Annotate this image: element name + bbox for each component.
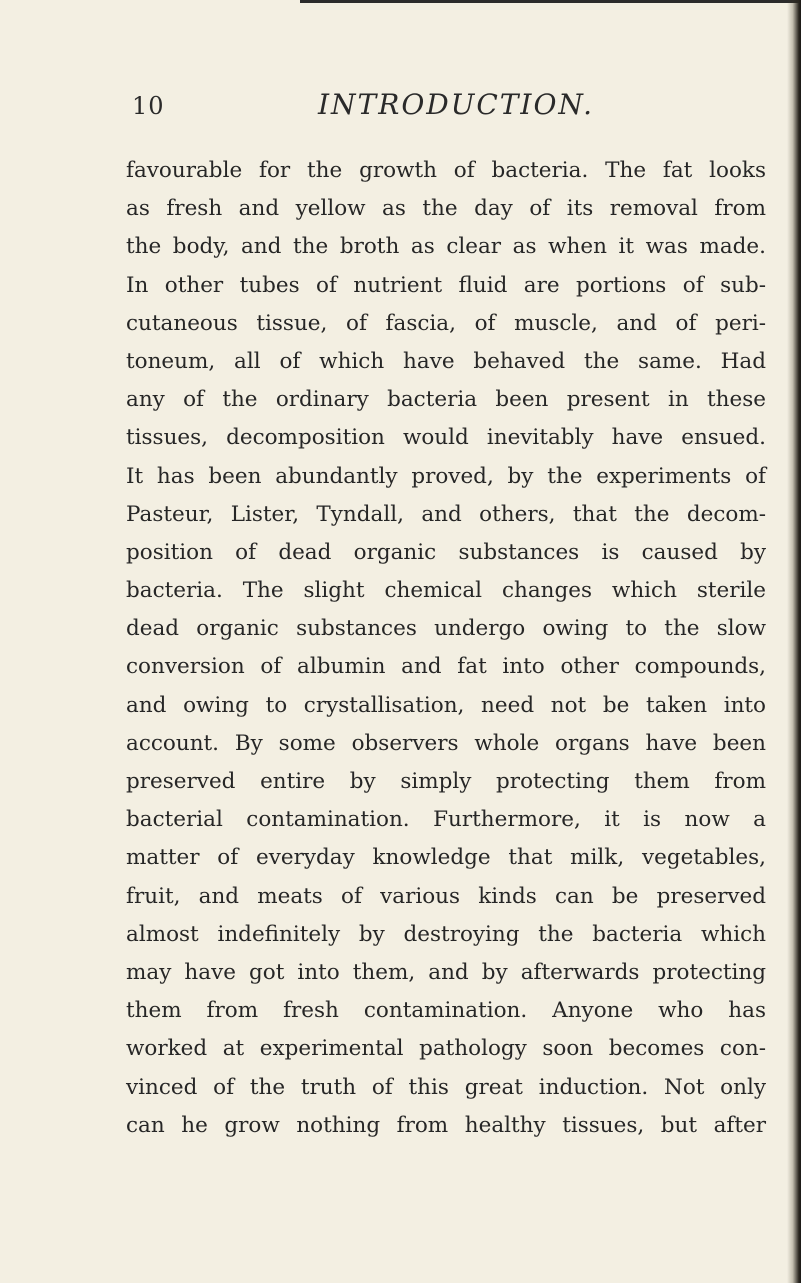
text-line: cutaneous tissue, of fascia, of muscle, and of peri- — [126, 310, 766, 336]
page-header — [0, 88, 801, 132]
text-line: preserved entire by simply protecting them from — [126, 769, 766, 794]
text-line: position of dead organic substances is caused by — [126, 539, 766, 565]
text-line: conversion of albumin and fat into other compounds, — [126, 654, 766, 680]
text-line: tissues, decomposition would inevitably have ensued. — [126, 425, 766, 451]
running-head: INTRODUCTION. — [318, 88, 595, 121]
text-line: In other tubes of nutrient fluid are portions of sub- — [126, 272, 766, 298]
text-line: may have got into them, and by afterwards protecting — [126, 959, 766, 985]
text-line: fruit, and meats of various kinds can be preserved — [126, 883, 766, 909]
text-line: account. By some observers whole organs have been — [126, 730, 766, 756]
text-line: dead organic substances undergo owing to the slow — [126, 616, 766, 642]
text-line: toneum, all of which have behaved the same. Had — [126, 348, 766, 374]
text-line: vinced of the truth of this great induction. Not only — [126, 1074, 766, 1100]
text-line: bacterial contamination. Furthermore, it is now a — [126, 807, 766, 833]
text-line: Pasteur, Lister, Tyndall, and others, that the decom- — [126, 501, 766, 527]
text-line: and owing to crystallisation, need not be taken into — [126, 692, 766, 718]
body-text — [126, 152, 766, 1145]
text-line: favourable for the growth of bacteria. The fat looks — [126, 158, 766, 183]
text-line: matter of everyday knowledge that milk, vegetables, — [126, 845, 766, 871]
text-line: any of the ordinary bacteria been present in these — [126, 387, 766, 413]
text-line: worked at experimental pathology soon becomes con- — [126, 1036, 766, 1062]
page-edge-shadow — [787, 0, 801, 1283]
text-line: It has been abundantly proved, by the experiments of — [126, 463, 766, 489]
text-line: bacteria. The slight chemical changes which sterile — [126, 578, 766, 604]
text-line: the body, and the broth as clear as when it was made. — [126, 234, 766, 260]
page-number: 10 — [132, 92, 165, 120]
text-line: them from fresh contamination. Anyone who has — [126, 998, 766, 1024]
text-line: as fresh and yellow as the day of its removal from — [126, 196, 766, 222]
top-edge-rule — [300, 0, 801, 3]
text-line: almost indefinitely by destroying the bacteria which — [126, 921, 766, 947]
text-line: can he grow nothing from healthy tissues, but after — [126, 1112, 766, 1138]
